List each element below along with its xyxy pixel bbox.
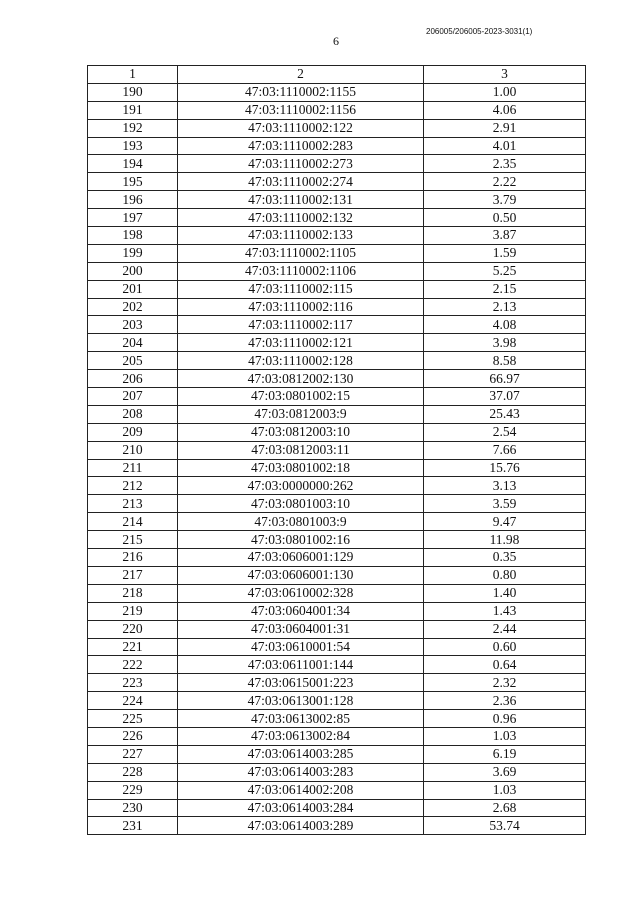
area-value-cell: 3.69: [424, 763, 586, 781]
table-row: [88, 334, 586, 352]
table-row: [88, 656, 586, 674]
area-value-cell: 15.76: [424, 459, 586, 477]
table-row: [88, 119, 586, 137]
row-number-cell: 196: [88, 191, 178, 209]
data-table: [87, 65, 586, 835]
area-value-cell: 7.66: [424, 441, 586, 459]
row-number-cell: 225: [88, 710, 178, 728]
cadastral-number-cell: 47:03:1110002:274: [178, 173, 424, 191]
cadastral-number-cell: 47:03:0812002:130: [178, 370, 424, 388]
cadastral-number-cell: 47:03:0604001:34: [178, 602, 424, 620]
table-row: [88, 173, 586, 191]
row-number-cell: 218: [88, 584, 178, 602]
cadastral-number-cell: 47:03:0611001:144: [178, 656, 424, 674]
cadastral-number-cell: 47:03:0801002:15: [178, 388, 424, 406]
table-row: [88, 227, 586, 245]
table-row: [88, 191, 586, 209]
row-number-cell: 194: [88, 155, 178, 173]
table-header-row: [88, 66, 586, 84]
row-number-cell: 214: [88, 513, 178, 531]
row-number-cell: 226: [88, 727, 178, 745]
row-number-cell: 199: [88, 244, 178, 262]
cadastral-number-cell: 47:03:1110002:122: [178, 119, 424, 137]
table-body: [88, 83, 586, 834]
row-number-cell: 213: [88, 495, 178, 513]
area-value-cell: 2.22: [424, 173, 586, 191]
table-row: [88, 513, 586, 531]
area-value-cell: 9.47: [424, 513, 586, 531]
area-value-cell: 3.79: [424, 191, 586, 209]
row-number-cell: 195: [88, 173, 178, 191]
row-number-cell: 204: [88, 334, 178, 352]
cadastral-number-cell: 47:03:1110002:121: [178, 334, 424, 352]
area-value-cell: 66.97: [424, 370, 586, 388]
area-value-cell: 2.36: [424, 692, 586, 710]
table-row: [88, 137, 586, 155]
cadastral-number-cell: 47:03:1110002:133: [178, 227, 424, 245]
row-number-cell: 227: [88, 745, 178, 763]
row-number-cell: 215: [88, 531, 178, 549]
table-row: [88, 566, 586, 584]
cadastral-number-cell: 47:03:1110002:273: [178, 155, 424, 173]
area-value-cell: 25.43: [424, 405, 586, 423]
row-number-cell: 190: [88, 83, 178, 101]
row-number-cell: 221: [88, 638, 178, 656]
row-number-cell: 223: [88, 674, 178, 692]
area-value-cell: 2.54: [424, 423, 586, 441]
area-value-cell: 2.13: [424, 298, 586, 316]
row-number-cell: 217: [88, 566, 178, 584]
cadastral-number-cell: 47:03:0801002:18: [178, 459, 424, 477]
table-row: [88, 692, 586, 710]
row-number-cell: 191: [88, 101, 178, 119]
row-number-cell: 203: [88, 316, 178, 334]
area-value-cell: 1.40: [424, 584, 586, 602]
area-value-cell: 2.15: [424, 280, 586, 298]
table-row: [88, 316, 586, 334]
area-value-cell: 1.00: [424, 83, 586, 101]
cadastral-number-cell: 47:03:0614002:208: [178, 781, 424, 799]
cadastral-number-cell: 47:03:1110002:117: [178, 316, 424, 334]
row-number-cell: 197: [88, 209, 178, 227]
table-row: [88, 423, 586, 441]
table-row: [88, 817, 586, 835]
row-number-cell: 206: [88, 370, 178, 388]
row-number-cell: 208: [88, 405, 178, 423]
area-value-cell: 2.35: [424, 155, 586, 173]
table-row: [88, 799, 586, 817]
area-value-cell: 4.08: [424, 316, 586, 334]
cadastral-number-cell: 47:03:0801003:9: [178, 513, 424, 531]
row-number-cell: 210: [88, 441, 178, 459]
area-value-cell: 8.58: [424, 352, 586, 370]
table-row: [88, 531, 586, 549]
cadastral-number-cell: 47:03:1110002:1105: [178, 244, 424, 262]
table-row: [88, 101, 586, 119]
table-row: [88, 763, 586, 781]
area-value-cell: 4.06: [424, 101, 586, 119]
area-value-cell: 6.19: [424, 745, 586, 763]
table-row: [88, 155, 586, 173]
cadastral-number-cell: 47:03:0615001:223: [178, 674, 424, 692]
row-number-cell: 209: [88, 423, 178, 441]
row-number-cell: 193: [88, 137, 178, 155]
area-value-cell: 3.98: [424, 334, 586, 352]
row-number-cell: 202: [88, 298, 178, 316]
table-row: [88, 745, 586, 763]
area-value-cell: 1.59: [424, 244, 586, 262]
area-value-cell: 2.32: [424, 674, 586, 692]
cadastral-number-cell: 47:03:0801002:16: [178, 531, 424, 549]
column-header: 1: [88, 66, 178, 84]
area-value-cell: 3.13: [424, 477, 586, 495]
table-row: [88, 352, 586, 370]
cadastral-number-cell: 47:03:0613001:128: [178, 692, 424, 710]
area-value-cell: 0.96: [424, 710, 586, 728]
table-row: [88, 727, 586, 745]
table-row: [88, 441, 586, 459]
page-number: 6: [333, 34, 339, 48]
area-value-cell: 0.35: [424, 549, 586, 567]
column-header: 2: [178, 66, 424, 84]
cadastral-number-cell: 47:03:0614003:289: [178, 817, 424, 835]
cadastral-number-cell: 47:03:0610002:328: [178, 584, 424, 602]
area-value-cell: 1.43: [424, 602, 586, 620]
row-number-cell: 230: [88, 799, 178, 817]
cadastral-number-cell: 47:03:1110002:1155: [178, 83, 424, 101]
table-row: [88, 405, 586, 423]
table-row: [88, 674, 586, 692]
cadastral-number-cell: 47:03:0812003:11: [178, 441, 424, 459]
area-value-cell: 1.03: [424, 727, 586, 745]
cadastral-number-cell: 47:03:0000000:262: [178, 477, 424, 495]
cadastral-number-cell: 47:03:0606001:129: [178, 549, 424, 567]
row-number-cell: 231: [88, 817, 178, 835]
table-row: [88, 244, 586, 262]
table-row: [88, 83, 586, 101]
area-value-cell: 2.44: [424, 620, 586, 638]
area-value-cell: 1.03: [424, 781, 586, 799]
area-value-cell: 2.68: [424, 799, 586, 817]
column-header: 3: [424, 66, 586, 84]
cadastral-number-cell: 47:03:0606001:130: [178, 566, 424, 584]
row-number-cell: 228: [88, 763, 178, 781]
row-number-cell: 207: [88, 388, 178, 406]
cadastral-number-cell: 47:03:1110002:283: [178, 137, 424, 155]
row-number-cell: 229: [88, 781, 178, 799]
area-value-cell: 5.25: [424, 262, 586, 280]
row-number-cell: 211: [88, 459, 178, 477]
row-number-cell: 205: [88, 352, 178, 370]
cadastral-number-cell: 47:03:1110002:1106: [178, 262, 424, 280]
row-number-cell: 192: [88, 119, 178, 137]
row-number-cell: 200: [88, 262, 178, 280]
cadastral-number-cell: 47:03:0610001:54: [178, 638, 424, 656]
document-reference: 206005/206005-2023-3031(1): [426, 27, 533, 36]
table-row: [88, 209, 586, 227]
area-value-cell: 0.64: [424, 656, 586, 674]
cadastral-number-cell: 47:03:0812003:9: [178, 405, 424, 423]
area-value-cell: 2.91: [424, 119, 586, 137]
cadastral-number-cell: 47:03:0801003:10: [178, 495, 424, 513]
table-row: [88, 477, 586, 495]
table-row: [88, 549, 586, 567]
table-row: [88, 388, 586, 406]
row-number-cell: 219: [88, 602, 178, 620]
table-row: [88, 710, 586, 728]
cadastral-number-cell: 47:03:1110002:132: [178, 209, 424, 227]
table-row: [88, 262, 586, 280]
row-number-cell: 220: [88, 620, 178, 638]
row-number-cell: 198: [88, 227, 178, 245]
area-value-cell: 11.98: [424, 531, 586, 549]
area-value-cell: 0.60: [424, 638, 586, 656]
area-value-cell: 3.59: [424, 495, 586, 513]
table-row: [88, 495, 586, 513]
cadastral-number-cell: 47:03:1110002:131: [178, 191, 424, 209]
cadastral-number-cell: 47:03:0614003:283: [178, 763, 424, 781]
table-row: [88, 620, 586, 638]
area-value-cell: 0.50: [424, 209, 586, 227]
table-row: [88, 638, 586, 656]
row-number-cell: 201: [88, 280, 178, 298]
row-number-cell: 222: [88, 656, 178, 674]
table-row: [88, 781, 586, 799]
area-value-cell: 53.74: [424, 817, 586, 835]
cadastral-number-cell: 47:03:0613002:85: [178, 710, 424, 728]
row-number-cell: 212: [88, 477, 178, 495]
table-row: [88, 459, 586, 477]
cadastral-number-cell: 47:03:1110002:116: [178, 298, 424, 316]
table-row: [88, 602, 586, 620]
cadastral-number-cell: 47:03:1110002:115: [178, 280, 424, 298]
cadastral-number-cell: 47:03:1110002:128: [178, 352, 424, 370]
table-row: [88, 584, 586, 602]
cadastral-number-cell: 47:03:1110002:1156: [178, 101, 424, 119]
area-value-cell: 4.01: [424, 137, 586, 155]
table-row: [88, 370, 586, 388]
cadastral-number-cell: 47:03:0614003:285: [178, 745, 424, 763]
cadastral-number-cell: 47:03:0604001:31: [178, 620, 424, 638]
area-value-cell: 3.87: [424, 227, 586, 245]
row-number-cell: 216: [88, 549, 178, 567]
cadastral-number-cell: 47:03:0614003:284: [178, 799, 424, 817]
table-row: [88, 298, 586, 316]
cadastral-number-cell: 47:03:0613002:84: [178, 727, 424, 745]
table-row: [88, 280, 586, 298]
area-value-cell: 37.07: [424, 388, 586, 406]
cadastral-number-cell: 47:03:0812003:10: [178, 423, 424, 441]
area-value-cell: 0.80: [424, 566, 586, 584]
row-number-cell: 224: [88, 692, 178, 710]
